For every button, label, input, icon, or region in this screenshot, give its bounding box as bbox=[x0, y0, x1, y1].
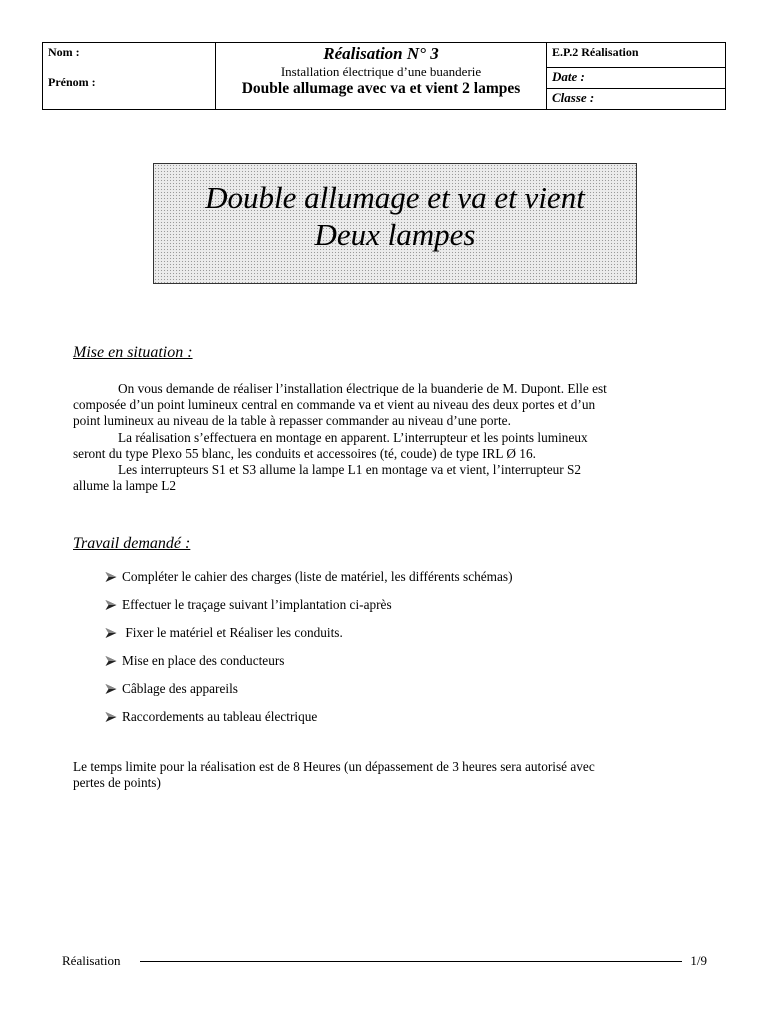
title-line-2: Deux lampes bbox=[314, 217, 476, 252]
p1-line2: composée d’un point lumineux central en commande va et vient au niveau des deux portes et d’un bbox=[73, 397, 596, 413]
task-list bbox=[100, 568, 513, 736]
arrow-bullet-icon bbox=[100, 571, 122, 583]
realisation-number: Réalisation N° 3 bbox=[323, 44, 439, 63]
header-subtitle: Installation électrique d’une buanderie bbox=[280, 64, 482, 79]
task-item-label: Raccordements au tableau électrique bbox=[122, 709, 318, 724]
prenom-label: Prénom : bbox=[48, 75, 96, 89]
ep-label: E.P.2 Réalisation bbox=[547, 43, 726, 68]
p2-line1: La réalisation s’effectuera en montage en apparent. L’interrupteur et les points lumineux bbox=[118, 429, 588, 445]
mise-en-situation-text bbox=[73, 381, 695, 494]
classe-label: Classe : bbox=[547, 89, 726, 110]
title-cell bbox=[216, 43, 547, 110]
time-limit-line1: Le temps limite pour la réalisation est de 8 Heures (un dépassement de 3 heures sera autorisé avec bbox=[73, 759, 595, 774]
task-item-label: Effectuer le traçage suivant l’implantation ci-après bbox=[122, 597, 392, 612]
p2-line2: seront du type Plexo 55 blanc, les conduits et accessoires (té, coude) de type IRL Ø 16. bbox=[73, 445, 536, 461]
name-cell bbox=[43, 43, 216, 110]
p3-line1: Les interrupteurs S1 et S3 allume la lampe L1 en montage va et vient, l’interrupteur S2 bbox=[118, 462, 582, 478]
title-line-1: Double allumage et va et vient bbox=[205, 180, 585, 215]
list-item bbox=[100, 596, 513, 624]
list-item bbox=[100, 568, 513, 596]
arrow-bullet-icon bbox=[100, 599, 122, 611]
time-limit-line2: pertes de points) bbox=[73, 775, 161, 791]
page-footer bbox=[62, 953, 707, 969]
task-item-label: Compléter le cahier des charges (liste de matériel, les différents schémas) bbox=[122, 569, 513, 584]
title-box bbox=[153, 163, 637, 284]
footer-label: Réalisation bbox=[62, 953, 121, 968]
date-label: Date : bbox=[547, 68, 726, 89]
header-subject: Double allumage avec va et vient 2 lampes bbox=[241, 80, 521, 97]
header-table bbox=[42, 42, 726, 110]
list-item bbox=[100, 708, 513, 736]
p1-line3: point lumineux au niveau de la table à repasser commander au niveau d’une porte. bbox=[73, 413, 511, 429]
time-limit-text bbox=[73, 759, 695, 791]
footer-rule bbox=[140, 961, 682, 962]
task-item-label: Fixer le matériel et Réaliser les conduits. bbox=[122, 625, 343, 640]
task-item-label: Câblage des appareils bbox=[122, 681, 238, 696]
nom-label: Nom : bbox=[48, 45, 80, 59]
arrow-bullet-icon bbox=[100, 627, 122, 639]
arrow-bullet-icon bbox=[100, 655, 122, 667]
task-item-label: Mise en place des conducteurs bbox=[122, 653, 285, 668]
arrow-bullet-icon bbox=[100, 711, 122, 723]
p1-line1: On vous demande de réaliser l’installation électrique de la buanderie de M. Dupont. Elle est bbox=[118, 381, 607, 396]
mise-en-situation-heading: Mise en situation : bbox=[73, 344, 193, 361]
page-number: 1/9 bbox=[690, 953, 707, 968]
arrow-bullet-icon bbox=[100, 683, 122, 695]
list-item bbox=[100, 624, 513, 652]
travail-demande-heading: Travail demandé : bbox=[73, 535, 191, 552]
list-item bbox=[100, 680, 513, 708]
list-item bbox=[100, 652, 513, 680]
p3-line2: allume la lampe L2 bbox=[73, 478, 177, 494]
